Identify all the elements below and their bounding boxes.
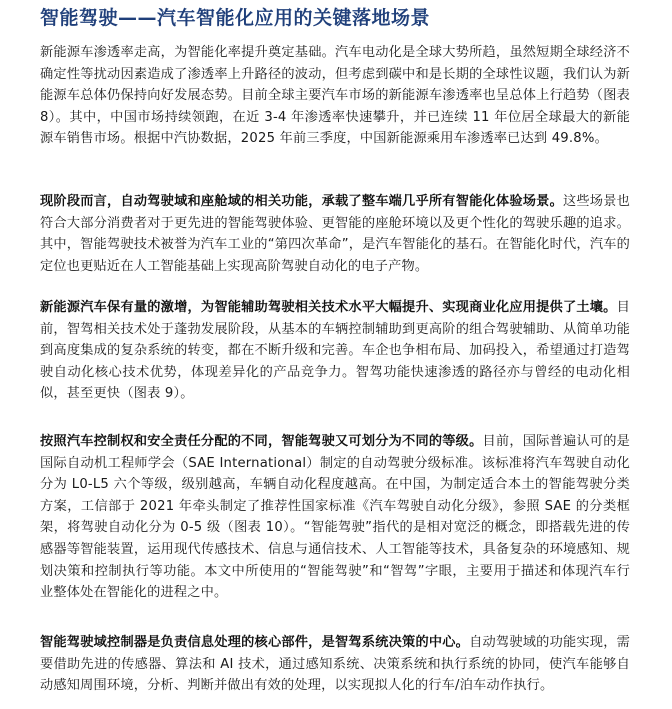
paragraph-domain-controller bbox=[40, 632, 630, 697]
section-title: 智能驾驶——汽车智能化应用的关键落地场景 bbox=[40, 7, 431, 29]
paragraph-lead: 现阶段而言，自动驾驶域和座舱域的相关功能，承载了整车端几乎所有智能化体验场景。 bbox=[40, 194, 563, 209]
paragraph-body: 目前，智驾相关技术处于蓬勃发展阶段，从基本的车辆控制辅助到更高阶的组合驾驶辅助、从简单功能到高度集成的复杂系统的转变，都在不断升级和完善。车企也争相布局、加码投入，希望通过打造驾驶自动化核心技术优势，体现差异化的产品竞争力。智驾功能快速渗透的路径亦与曾经的电动化相似，甚至更快（图表 9）。 bbox=[40, 300, 630, 402]
paragraph-autonomous-cockpit-domain bbox=[40, 191, 630, 277]
paragraph-driving-automation-levels bbox=[40, 431, 630, 604]
paragraph-lead: 智能驾驶域控制器是负责信息处理的核心部件，是智驾系统决策的中心。 bbox=[40, 635, 470, 650]
paragraph-lead: 新能源汽车保有量的激增，为智能辅助驾驶相关技术水平大幅提升、实现商业化应用提供了土壤。 bbox=[40, 300, 617, 315]
paragraph-body: 目前，国际普遍认可的是国际自动机工程师学会（SAE International）制定的自动驾驶分级标准。该标准将汽车驾驶自动化分为 L0-L5 六个等级，级别越高，车辆自动化程度越高。在中国，为制定适合本土的智能驾驶分类方案，工信部于 2021 年牵头制定了推荐性国家标准《汽车驾驶自动化分级》，参照 SAE 的分类框架，将驾驶自动化分为 0-5 级（图表 10）。“智能驾驶”指代的是相对宽泛的概念，即搭载先进的传感器等智能装置，运用现代传感技术、信息与通信技术、人工智能等技术，具备复杂的环境感知、规划决策和控制执行等功能。本文中所使用的“智能驾驶”和“智驾”字眼，主要用于描述和体现汽车行业整体处在智能化的进程之中。 bbox=[40, 434, 630, 601]
paragraph-lead: 按照汽车控制权和安全责任分配的不同，智能驾驶又可划分为不同的等级。 bbox=[40, 434, 483, 449]
paragraph-body: 新能源车渗透率走高，为智能化率提升奠定基础。汽车电动化是全球大势所趋，虽然短期全球经济不确定性等扰动因素造成了渗透率上升路径的波动，但考虑到碳中和是长期的全球性议题，我们认为新能源车总体仍保持向好发展态势。目前全球主要汽车市场的新能源车渗透率也呈总体上行趋势（图表 8）。其中，中国市场持续领跑，在近 3-4 年渗透率快速攀升，并已连续 11 年位居全球最大的新能源车销售市场。根据中汽协数据，2025 年前三季度，中国新能源乘用车渗透率已达到 49.8%。 bbox=[40, 45, 630, 147]
paragraph-body: 这些场景也符合大部分消费者对于更先进的智能驾驶体验、更智能的座舱环境以及更个性化的驾驶乐趣的追求。其中，智能驾驶技术被誉为汽车工业的“第四次革命”，是汽车智能化的基石。在智能化时代，汽车的定位也更贴近在人工智能基础上实现高阶驾驶自动化的电子产物。 bbox=[40, 194, 631, 274]
paragraph-ev-penetration bbox=[40, 42, 630, 150]
paragraph-ev-ownership-growth bbox=[40, 297, 630, 405]
paragraph-body: 自动驾驶域的功能实现，需要借助先进的传感器、算法和 AI 技术，通过感知系统、决策系统和执行系统的协同，使汽车能够自动感知周围环境，分析、判断并做出有效的处理，以实现拟人化的行车/泊车动作执行。 bbox=[40, 635, 630, 694]
